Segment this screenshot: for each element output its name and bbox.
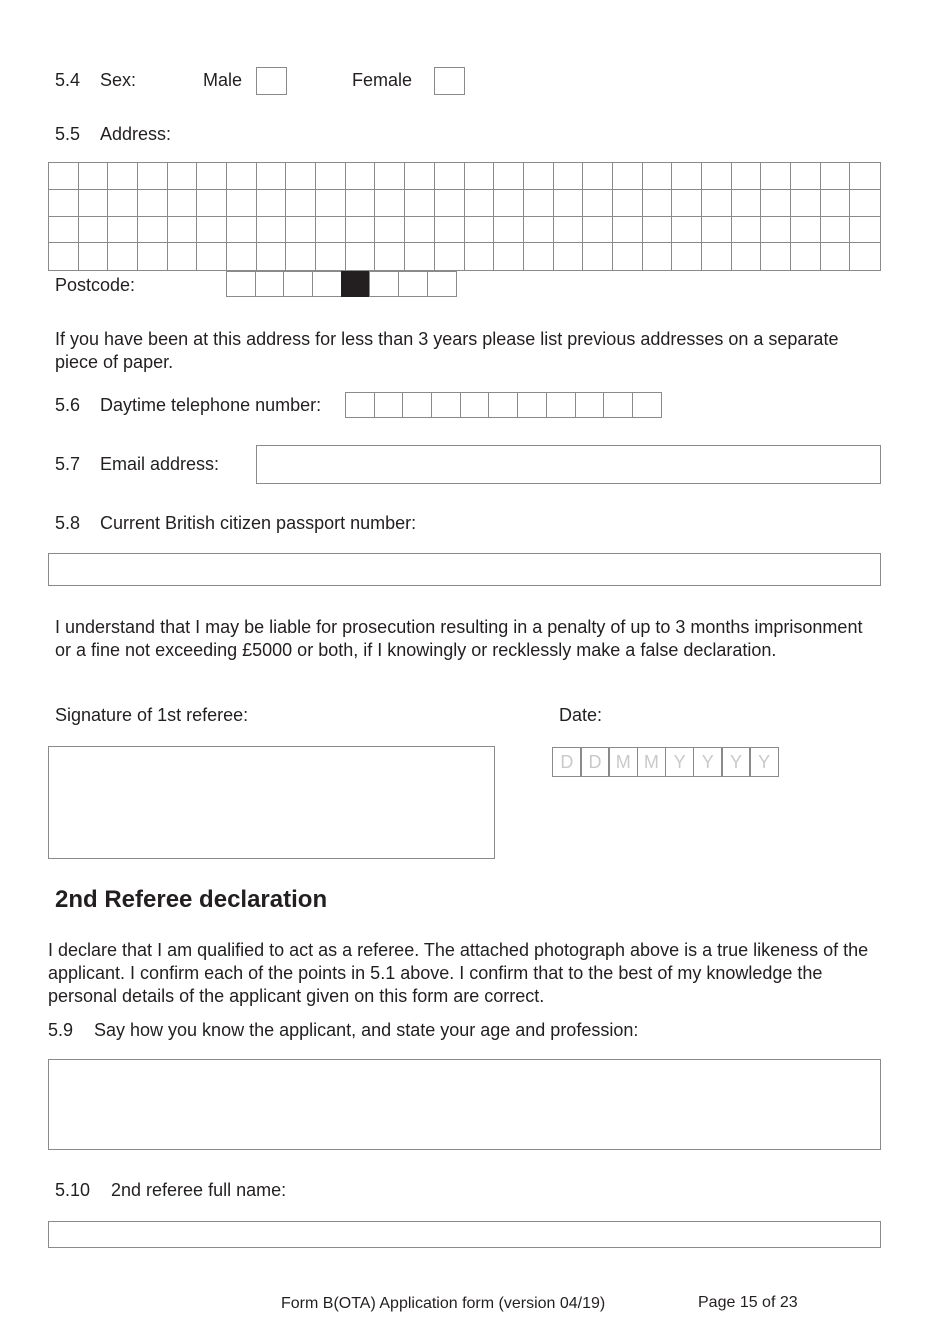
address-cell[interactable] xyxy=(108,190,138,217)
address-cell[interactable] xyxy=(821,190,851,217)
postcode-cell[interactable] xyxy=(283,271,313,297)
postcode-cell[interactable] xyxy=(398,271,428,297)
email-field[interactable] xyxy=(256,445,881,484)
phone-cell[interactable] xyxy=(431,392,461,418)
q57-number: 5.7 xyxy=(55,454,81,474)
address-cell[interactable] xyxy=(643,217,673,244)
address-cell[interactable] xyxy=(791,190,821,217)
address-cell[interactable] xyxy=(554,217,584,244)
address-cell[interactable] xyxy=(494,163,524,190)
address-cell[interactable] xyxy=(554,243,584,270)
address-cell[interactable] xyxy=(850,190,880,217)
address-cell[interactable] xyxy=(494,190,524,217)
address-cell[interactable] xyxy=(257,217,287,244)
address-cell[interactable] xyxy=(761,163,791,190)
address-cell[interactable] xyxy=(79,163,109,190)
q59-number: 5.9 xyxy=(48,1020,74,1040)
q55-number: 5.5 xyxy=(55,124,81,144)
phone-cells[interactable] xyxy=(345,392,661,418)
address-cell[interactable] xyxy=(257,243,287,270)
address-cell[interactable] xyxy=(643,190,673,217)
address-cell[interactable] xyxy=(850,217,880,244)
q58-number: 5.8 xyxy=(55,513,81,533)
address-cell[interactable] xyxy=(702,217,732,244)
date-cell-year[interactable]: Y xyxy=(693,747,723,777)
address-cell[interactable] xyxy=(554,163,584,190)
address-cell[interactable] xyxy=(227,217,257,244)
address-cell[interactable] xyxy=(197,243,227,270)
address-cell[interactable] xyxy=(702,243,732,270)
signature-label: Signature of 1st referee: xyxy=(55,705,249,725)
q510-label: 2nd referee full name: xyxy=(111,1180,287,1200)
postcode-label: Postcode: xyxy=(55,275,136,295)
address-cell[interactable] xyxy=(286,190,316,217)
address-cell[interactable] xyxy=(227,163,257,190)
date-cell-day[interactable]: D xyxy=(580,747,610,777)
address-cell[interactable] xyxy=(286,163,316,190)
address-cell[interactable] xyxy=(672,217,702,244)
address-cell[interactable] xyxy=(672,190,702,217)
address-cell[interactable] xyxy=(821,243,851,270)
address-cell[interactable] xyxy=(168,163,198,190)
address-cell[interactable] xyxy=(761,217,791,244)
address-cell[interactable] xyxy=(138,163,168,190)
address-cell[interactable] xyxy=(197,190,227,217)
address-cell[interactable] xyxy=(524,163,554,190)
postcode-cell[interactable] xyxy=(369,271,399,297)
address-cell[interactable] xyxy=(613,190,643,217)
address-cell[interactable] xyxy=(286,217,316,244)
address-cell[interactable] xyxy=(524,217,554,244)
address-cell[interactable] xyxy=(465,243,495,270)
address-cell[interactable] xyxy=(375,217,405,244)
address-cell[interactable] xyxy=(316,163,346,190)
postcode-cell[interactable] xyxy=(427,271,457,297)
address-cell[interactable] xyxy=(465,163,495,190)
address-cell[interactable] xyxy=(791,243,821,270)
male-label: Male xyxy=(203,70,243,90)
address-cell[interactable] xyxy=(821,163,851,190)
address-cell[interactable] xyxy=(375,163,405,190)
address-cell[interactable] xyxy=(850,163,880,190)
second-referee-heading: 2nd Referee declaration xyxy=(55,886,328,913)
address-cell[interactable] xyxy=(435,217,465,244)
phone-cell[interactable] xyxy=(374,392,404,418)
address-cell[interactable] xyxy=(435,243,465,270)
address-cell[interactable] xyxy=(49,190,79,217)
address-cell[interactable] xyxy=(316,217,346,244)
address-cell[interactable] xyxy=(554,190,584,217)
address-cell[interactable] xyxy=(257,163,287,190)
address-cell[interactable] xyxy=(613,217,643,244)
address-cell[interactable] xyxy=(732,243,762,270)
address-cell[interactable] xyxy=(405,217,435,244)
address-cell[interactable] xyxy=(494,217,524,244)
address-cell[interactable] xyxy=(702,190,732,217)
address-cell[interactable] xyxy=(524,190,554,217)
address-cell[interactable] xyxy=(168,190,198,217)
address-cell[interactable] xyxy=(613,243,643,270)
address-cell[interactable] xyxy=(79,243,109,270)
second-referee-declaration: I declare that I am qualified to act as a referee. The attached photograph above is a true likeness of the applicant. I confirm each of the points in 5.1 above. I confirm that to the best of my knowledge the personal details of the applicant given on this form are correct. xyxy=(48,940,869,1006)
address-cell[interactable] xyxy=(138,190,168,217)
liability-statement: I understand that I may be liable for prosecution resulting in a penalty of up to 3 months imprisonment or a fine not exceeding £5000 or both, if I knowingly or recklessly make a false declaration. xyxy=(55,617,863,660)
date-cell-month[interactable]: M xyxy=(608,747,638,777)
phone-cell[interactable] xyxy=(488,392,518,418)
female-checkbox[interactable] xyxy=(434,67,465,95)
female-label: Female xyxy=(352,70,413,90)
address-cell[interactable] xyxy=(732,217,762,244)
male-checkbox[interactable] xyxy=(256,67,287,95)
address-cell[interactable] xyxy=(197,217,227,244)
address-grid[interactable] xyxy=(48,162,881,271)
q54-label: Sex: xyxy=(100,70,137,90)
q54-number: 5.4 xyxy=(55,70,81,90)
date-cell-year[interactable]: Y xyxy=(721,747,751,777)
address-cell[interactable] xyxy=(583,190,613,217)
address-cell[interactable] xyxy=(49,217,79,244)
address-cell[interactable] xyxy=(375,190,405,217)
postcode-cell[interactable] xyxy=(226,271,256,297)
address-cell[interactable] xyxy=(346,163,376,190)
postcode-space-cell xyxy=(341,271,371,297)
address-cell[interactable] xyxy=(49,163,79,190)
q58-label: Current British citizen passport number: xyxy=(100,513,417,533)
address-cell[interactable] xyxy=(138,217,168,244)
date-cell-year[interactable]: Y xyxy=(749,747,779,777)
address-cell[interactable] xyxy=(138,243,168,270)
address-cell[interactable] xyxy=(465,217,495,244)
address-cell[interactable] xyxy=(791,217,821,244)
q510-number: 5.10 xyxy=(55,1180,91,1200)
postcode-cell[interactable] xyxy=(255,271,285,297)
address-cell[interactable] xyxy=(732,190,762,217)
phone-cell[interactable] xyxy=(546,392,576,418)
address-cell[interactable] xyxy=(168,217,198,244)
address-cell[interactable] xyxy=(613,163,643,190)
address-cell[interactable] xyxy=(168,243,198,270)
date-cell-day[interactable]: D xyxy=(552,747,582,777)
phone-cell[interactable] xyxy=(345,392,375,418)
address-cell[interactable] xyxy=(672,163,702,190)
q56-number: 5.6 xyxy=(55,395,81,415)
address-cell[interactable] xyxy=(316,190,346,217)
footer-page-number: Page 15 of 23 xyxy=(698,1294,798,1311)
address-cell[interactable] xyxy=(108,217,138,244)
date-label: Date: xyxy=(559,705,603,725)
address-cell[interactable] xyxy=(435,190,465,217)
address-cell[interactable] xyxy=(375,243,405,270)
q57-label: Email address: xyxy=(100,454,220,474)
address-cell[interactable] xyxy=(494,243,524,270)
address-cell[interactable] xyxy=(791,163,821,190)
address-cell[interactable] xyxy=(761,190,791,217)
address-cell[interactable] xyxy=(108,163,138,190)
address-note: If you have been at this address for less than 3 years please list previous addresses on a separate piece of paper. xyxy=(55,329,839,372)
date-cell-year[interactable]: Y xyxy=(665,747,695,777)
postcode-cells[interactable] xyxy=(226,271,456,297)
phone-cell[interactable] xyxy=(575,392,605,418)
q59-label: Say how you know the applicant, and state your age and profession: xyxy=(94,1020,639,1040)
phone-cell[interactable] xyxy=(603,392,633,418)
address-cell[interactable] xyxy=(108,243,138,270)
phone-cell[interactable] xyxy=(460,392,490,418)
address-cell[interactable] xyxy=(346,217,376,244)
phone-cell[interactable] xyxy=(632,392,662,418)
address-cell[interactable] xyxy=(643,163,673,190)
address-cell[interactable] xyxy=(346,243,376,270)
passport-number-field[interactable] xyxy=(48,553,881,586)
address-cell[interactable] xyxy=(583,163,613,190)
address-cell[interactable] xyxy=(761,243,791,270)
address-cell[interactable] xyxy=(79,190,109,217)
phone-cell[interactable] xyxy=(402,392,432,418)
postcode-cell[interactable] xyxy=(312,271,342,297)
address-cell[interactable] xyxy=(197,163,227,190)
address-cell[interactable] xyxy=(850,243,880,270)
address-cell[interactable] xyxy=(732,163,762,190)
address-cell[interactable] xyxy=(583,217,613,244)
address-cell[interactable] xyxy=(316,243,346,270)
phone-cell[interactable] xyxy=(517,392,547,418)
date-cells[interactable] xyxy=(552,747,778,777)
address-cell[interactable] xyxy=(465,190,495,217)
address-cell[interactable] xyxy=(672,243,702,270)
q55-label: Address: xyxy=(100,124,172,144)
address-cell[interactable] xyxy=(257,190,287,217)
address-cell[interactable] xyxy=(227,190,257,217)
date-cell-month[interactable]: M xyxy=(637,747,667,777)
address-cell[interactable] xyxy=(346,190,376,217)
address-cell[interactable] xyxy=(79,217,109,244)
address-cell[interactable] xyxy=(286,243,316,270)
q56-label: Daytime telephone number: xyxy=(100,395,322,415)
address-cell[interactable] xyxy=(702,163,732,190)
footer-form-name: Form B(OTA) Application form (version 04/19) xyxy=(281,1295,606,1312)
address-cell[interactable] xyxy=(405,190,435,217)
relationship-age-profession-field[interactable] xyxy=(48,1059,881,1150)
address-cell[interactable] xyxy=(643,243,673,270)
address-cell[interactable] xyxy=(405,163,435,190)
signature-box[interactable] xyxy=(48,746,495,859)
address-cell[interactable] xyxy=(821,217,851,244)
address-cell[interactable] xyxy=(524,243,554,270)
address-cell[interactable] xyxy=(227,243,257,270)
address-cell[interactable] xyxy=(49,243,79,270)
address-cell[interactable] xyxy=(405,243,435,270)
address-cell[interactable] xyxy=(435,163,465,190)
address-cell[interactable] xyxy=(583,243,613,270)
second-referee-name-field[interactable] xyxy=(48,1221,881,1248)
